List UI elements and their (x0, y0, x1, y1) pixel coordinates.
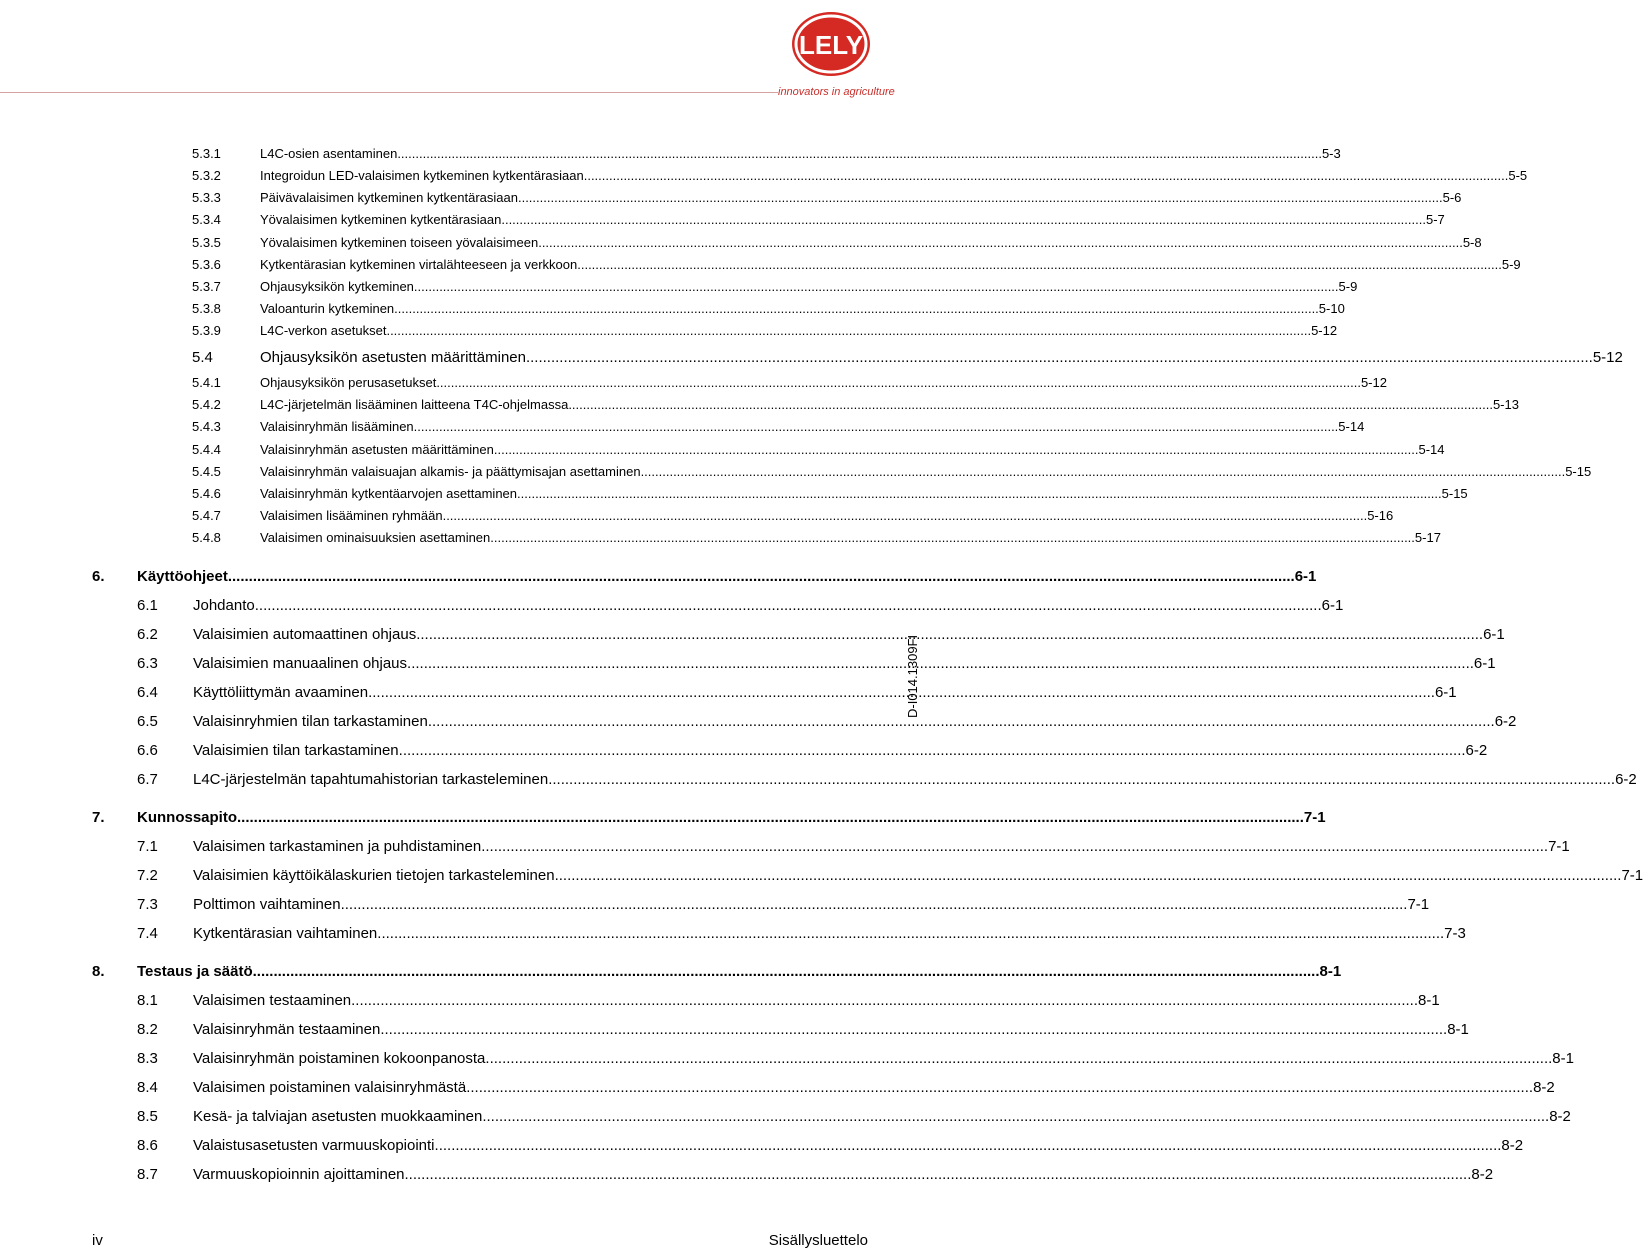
page-number: iv (92, 1232, 103, 1249)
toc-entry[interactable] (137, 626, 1505, 643)
toc-entry-title: Ohjausyksikön kytkeminen (260, 279, 414, 294)
toc-entry-number: 6. (92, 568, 105, 585)
toc-entry[interactable] (192, 168, 1528, 183)
toc-entry[interactable] (137, 896, 1430, 913)
header-rule (0, 92, 778, 93)
toc-entry-page: 5-9 (1338, 279, 1358, 294)
toc-entry[interactable] (192, 419, 1365, 434)
toc-entry[interactable] (137, 1021, 1469, 1038)
toc-entry[interactable] (192, 235, 1482, 250)
toc-entry-page: 6-1 (1434, 684, 1457, 701)
toc-entry-number: 6.5 (137, 713, 158, 730)
toc-entry-title: Valaisimen ominaisuuksien asettaminen (260, 530, 491, 545)
toc-entry-number: 5.3.2 (192, 168, 221, 183)
toc-entry-title: Käyttöohjeet (137, 568, 228, 585)
toc-dot-leader (414, 419, 1339, 434)
toc-entry-number: 5.3.8 (192, 301, 221, 316)
toc-entry[interactable] (137, 1137, 1524, 1154)
toc-dot-leader (526, 349, 1593, 366)
toc-entry-page: 5-12 (1360, 375, 1387, 390)
toc-entry[interactable] (192, 212, 1445, 227)
toc-entry-number: 5.3.1 (192, 146, 221, 161)
toc-entry-page: 5-17 (1414, 530, 1441, 545)
toc-dot-leader (482, 1108, 1549, 1125)
toc-entry-page: 5-13 (1492, 397, 1519, 412)
toc-entry[interactable] (137, 1108, 1571, 1125)
toc-entry-page: 5-14 (1418, 442, 1445, 457)
toc-entry-number: 6.4 (137, 684, 158, 701)
toc-dot-leader (255, 597, 1322, 614)
toc-entry-title: Kytkentärasian vaihtaminen (193, 925, 378, 942)
toc-dot-leader (555, 867, 1622, 884)
toc-entry-title: Johdanto (193, 597, 255, 614)
toc-entry-page: 7-1 (1621, 867, 1643, 884)
toc-entry-page: 7-1 (1548, 838, 1570, 855)
toc-entry-page: 5-7 (1425, 212, 1445, 227)
toc-entry-title: Valaisimien automaattinen ohjaus (193, 626, 417, 643)
toc-entry-title: Valaisimien käyttöikälaskurien tietojen tarkasteleminen (193, 867, 555, 884)
toc-entry[interactable] (137, 992, 1440, 1009)
toc-dot-leader (341, 896, 1408, 913)
toc-dot-leader (228, 568, 1295, 585)
toc-entry[interactable] (192, 375, 1387, 390)
toc-entry-page: 5-3 (1321, 146, 1341, 161)
toc-entry-title: Valaisimen testaaminen (193, 992, 352, 1009)
toc-entry[interactable] (137, 742, 1488, 759)
toc-entry[interactable] (192, 530, 1441, 545)
toc-entry-title: L4C-järjestelmän tapahtumahistorian tarkasteleminen (193, 771, 549, 788)
toc-entry[interactable] (92, 568, 1317, 585)
toc-dot-leader (407, 655, 1474, 672)
toc-entry-number: 8. (92, 963, 105, 980)
toc-entry-title: Yövalaisimen kytkeminen toiseen yövalaisimeen (260, 235, 539, 250)
toc-dot-leader (501, 212, 1426, 227)
toc-entry-title: L4C-järjetelmän lisääminen laitteena T4C-ohjelmassa (260, 397, 569, 412)
toc-entry-number: 6.1 (137, 597, 158, 614)
toc-entry-number: 7.1 (137, 838, 158, 855)
toc-entry[interactable] (137, 838, 1570, 855)
toc-entry-page: 6-2 (1615, 771, 1637, 788)
toc-dot-leader (416, 626, 1483, 643)
logo-text: LELY (798, 30, 864, 60)
toc-dot-leader (394, 301, 1319, 316)
toc-entry-title: Testaus ja säätö (137, 963, 253, 980)
toc-entry-number: 6.3 (137, 655, 158, 672)
toc-entry[interactable] (192, 190, 1462, 205)
toc-entry-title: Valaisimen tarkastaminen ja puhdistaminen (193, 838, 482, 855)
toc-dot-leader (436, 375, 1361, 390)
toc-entry-number: 8.4 (137, 1079, 158, 1096)
toc-entry-number: 8.6 (137, 1137, 158, 1154)
toc-dot-leader (538, 235, 1463, 250)
toc-entry-number: 8.3 (137, 1050, 158, 1067)
toc-entry[interactable] (137, 771, 1637, 788)
toc-entry-title: Integroidun LED-valaisimen kytkeminen kytkentärasiaan (260, 168, 584, 183)
toc-dot-leader (548, 771, 1615, 788)
toc-entry-title: Ohjausyksikön asetusten määrittäminen (260, 349, 526, 366)
toc-entry[interactable] (137, 867, 1643, 884)
toc-entry-number: 5.4.6 (192, 486, 221, 501)
toc-entry-number: 6.7 (137, 771, 158, 788)
toc-entry-number: 6.2 (137, 626, 158, 643)
toc-entry[interactable] (192, 349, 1623, 366)
toc-dot-leader (517, 486, 1442, 501)
toc-dot-leader (368, 684, 1435, 701)
toc-entry-title: Valaisinryhmän poistaminen kokoonpanosta (193, 1050, 486, 1067)
toc-entry-number: 8.2 (137, 1021, 158, 1038)
toc-dot-leader (490, 530, 1415, 545)
toc-entry-title: Kytkentärasian kytkeminen virtalähteeseen ja verkkoon (260, 257, 578, 272)
toc-entry-number: 7.4 (137, 925, 158, 942)
toc-entry-title: Valoanturin kytkeminen (260, 301, 395, 316)
toc-dot-leader (386, 323, 1311, 338)
toc-entry-title: L4C-osien asentaminen (260, 146, 398, 161)
toc-entry-page: 6-2 (1494, 713, 1517, 730)
toc-entry-page: 7-3 (1444, 925, 1466, 942)
toc-dot-leader (485, 1050, 1552, 1067)
toc-entry-title: Valaisimen poistaminen valaisinryhmästä (193, 1079, 467, 1096)
toc-entry-number: 5.4.5 (192, 464, 221, 479)
toc-dot-leader (414, 279, 1339, 294)
toc-entry-number: 7.2 (137, 867, 158, 884)
toc-entry-number: 5.3.3 (192, 190, 221, 205)
toc-entry-title: Päivävalaisimen kytkeminen kytkentärasiaan (260, 190, 518, 205)
toc-entry-number: 8.7 (137, 1166, 158, 1183)
toc-entry[interactable] (137, 1050, 1574, 1067)
toc-entry-title: L4C-verkon asetukset (260, 323, 387, 338)
toc-entry-number: 5.3.6 (192, 257, 221, 272)
toc-entry[interactable] (192, 146, 1341, 161)
toc-entry-page: 6-1 (1483, 626, 1505, 643)
toc-entry-page: 8-1 (1418, 992, 1440, 1009)
toc-dot-leader (577, 257, 1502, 272)
toc-entry-title: Valaisinryhmän lisääminen (260, 419, 414, 434)
toc-entry-page: 8-1 (1447, 1021, 1469, 1038)
toc-dot-leader (584, 168, 1509, 183)
toc-entry-page: 8-2 (1501, 1137, 1524, 1154)
document-code: D-I014.1309FI (905, 634, 920, 718)
toc-entry-title: Polttimon vaihtaminen (193, 896, 341, 913)
toc-entry[interactable] (137, 1166, 1494, 1183)
toc-entry-page: 7-1 (1407, 896, 1430, 913)
toc-entry-page: 5-12 (1592, 349, 1623, 366)
toc-entry-page: 5-9 (1501, 257, 1521, 272)
toc-entry-number: 5.4.3 (192, 419, 221, 434)
toc-entry[interactable] (137, 925, 1466, 942)
toc-entry-page: 6-1 (1473, 655, 1496, 672)
toc-entry-title: Kunnossapito (137, 809, 237, 826)
toc-entry-page: 8-1 (1319, 963, 1342, 980)
toc-entry-title: Kesä- ja talviajan asetusten muokkaaminen (193, 1108, 483, 1125)
toc-dot-leader (494, 442, 1419, 457)
toc-entry-title: Valaisinryhmän kytkentäarvojen asettaminen (260, 486, 518, 501)
toc-entry-page: 5-15 (1441, 486, 1468, 501)
toc-entry[interactable] (192, 442, 1445, 457)
toc-entry[interactable] (192, 279, 1358, 294)
toc-entry-number: 5.4.1 (192, 375, 221, 390)
toc-entry-page: 5-14 (1338, 419, 1365, 434)
toc-entry-number: 7.3 (137, 896, 158, 913)
toc-entry-page: 5-5 (1508, 168, 1528, 183)
toc-entry[interactable] (192, 464, 1592, 479)
toc-entry[interactable] (92, 809, 1326, 826)
toc-entry-number: 7. (92, 809, 105, 826)
toc-dot-leader (351, 992, 1418, 1009)
toc-dot-leader (380, 1021, 1447, 1038)
toc-dot-leader (641, 464, 1566, 479)
toc-entry-number: 5.4.4 (192, 442, 221, 457)
toc-entry-title: Käyttöliittymän avaaminen (193, 684, 369, 701)
toc-entry-title: Valaisinryhmän asetusten määrittäminen (260, 442, 494, 457)
toc-entry-title: Valaisinryhmän testaaminen (193, 1021, 381, 1038)
toc-entry-number: 5.4.7 (192, 508, 221, 523)
toc-dot-leader (237, 809, 1304, 826)
toc-entry-number: 5.4.8 (192, 530, 221, 545)
toc-entry-title: Valaisimien tilan tarkastaminen (193, 742, 399, 759)
toc-entry[interactable] (192, 301, 1345, 316)
toc-entry-number: 5.4 (192, 349, 213, 366)
toc-entry-title: Varmuuskopioinnin ajoittaminen (193, 1166, 405, 1183)
footer-section-title: Sisällysluettelo (768, 1232, 868, 1249)
toc-dot-leader (466, 1079, 1533, 1096)
toc-dot-leader (518, 190, 1443, 205)
toc-dot-leader (481, 838, 1548, 855)
toc-entry[interactable] (192, 486, 1468, 501)
toc-dot-leader (568, 397, 1493, 412)
toc-dot-leader (428, 713, 1495, 730)
toc-entry-number: 5.3.5 (192, 235, 221, 250)
toc-entry-number: 5.3.4 (192, 212, 221, 227)
toc-entry-number: 5.3.7 (192, 279, 221, 294)
lely-logo (790, 10, 872, 78)
toc-dot-leader (253, 963, 1320, 980)
toc-entry-page: 6-1 (1294, 568, 1317, 585)
toc-entry[interactable] (92, 963, 1342, 980)
toc-entry-number: 8.1 (137, 992, 158, 1009)
toc-dot-leader (397, 146, 1322, 161)
toc-entry-page: 5-10 (1318, 301, 1345, 316)
toc-entry-number: 5.4.2 (192, 397, 221, 412)
toc-entry-title: Valaisimien manuaalinen ohjaus (193, 655, 408, 672)
toc-entry-number: 8.5 (137, 1108, 158, 1125)
toc-entry[interactable] (192, 508, 1394, 523)
toc-entry[interactable] (137, 655, 1496, 672)
toc-dot-leader (377, 925, 1444, 942)
toc-entry[interactable] (137, 684, 1457, 701)
toc-dot-leader (405, 1166, 1472, 1183)
toc-entry-title: Valaisimen lisääminen ryhmään (260, 508, 443, 523)
toc-entry-title: Valaistusasetusten varmuuskopiointi (193, 1137, 435, 1154)
toc-entry-page: 5-16 (1367, 508, 1394, 523)
toc-entry-page: 8-1 (1552, 1050, 1574, 1067)
toc-entry-page: 8-2 (1549, 1108, 1571, 1125)
toc-entry-title: Valaisinryhmän valaisuajan alkamis- ja päättymisajan asettaminen (260, 464, 641, 479)
toc-entry-page: 5-8 (1462, 235, 1482, 250)
toc-entry[interactable] (192, 323, 1338, 338)
toc-entry-number: 6.6 (137, 742, 158, 759)
toc-entry[interactable] (192, 257, 1521, 272)
toc-entry-title: Yövalaisimen kytkeminen kytkentärasiaan (260, 212, 502, 227)
toc-entry[interactable] (137, 713, 1517, 730)
toc-entry-page: 5-6 (1442, 190, 1462, 205)
toc-entry-title: Ohjausyksikön perusasetukset (260, 375, 437, 390)
toc-entry-page: 8-2 (1471, 1166, 1494, 1183)
toc-entry[interactable] (137, 597, 1344, 614)
toc-entry-title: Valaisinryhmien tilan tarkastaminen (193, 713, 428, 730)
toc-entry-page: 8-2 (1533, 1079, 1555, 1096)
toc-entry-number: 5.3.9 (192, 323, 221, 338)
tagline: innovators in agriculture (778, 86, 895, 98)
toc-entry[interactable] (192, 397, 1519, 412)
toc-entry-page: 5-15 (1565, 464, 1592, 479)
toc-entry-page: 6-1 (1321, 597, 1344, 614)
toc-dot-leader (399, 742, 1466, 759)
toc-dot-leader (435, 1137, 1502, 1154)
toc-dot-leader (443, 508, 1368, 523)
toc-entry-page: 6-2 (1465, 742, 1488, 759)
toc-entry[interactable] (137, 1079, 1555, 1096)
toc-entry-page: 5-12 (1311, 323, 1338, 338)
toc-entry-page: 7-1 (1303, 809, 1326, 826)
